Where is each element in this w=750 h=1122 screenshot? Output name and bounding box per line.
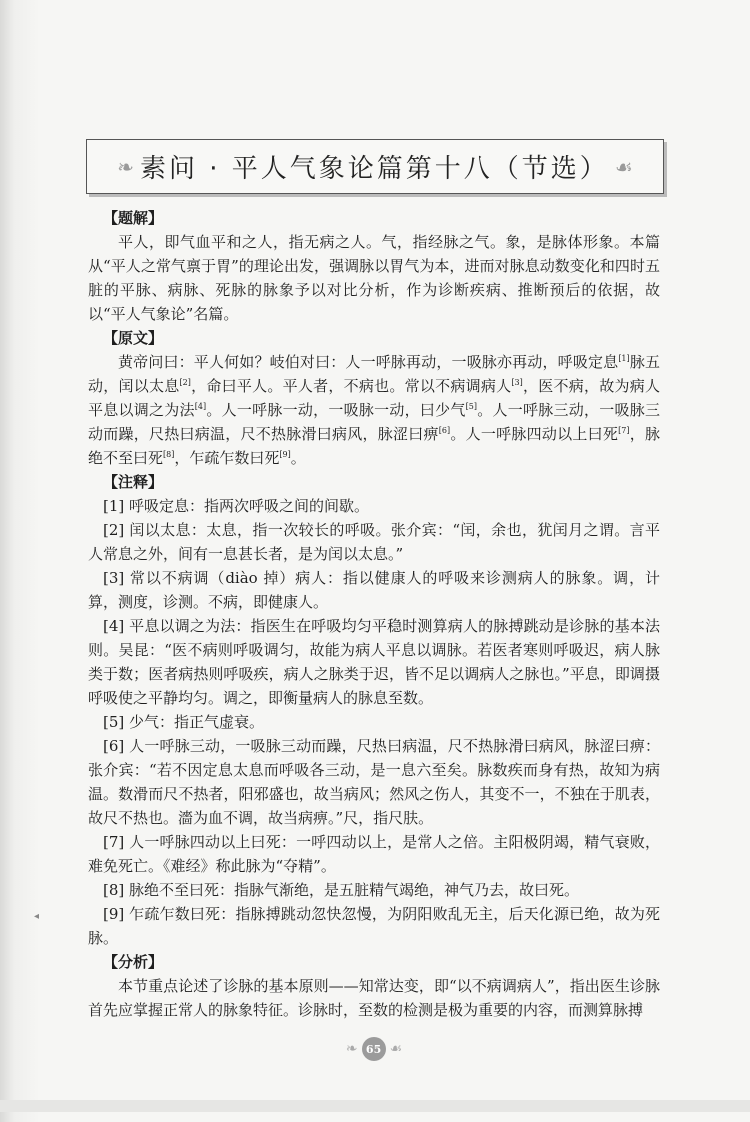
tijie-paragraph: 平人，即气血平和之人，指无病之人。气，指经脉之气。象，是脉体形象。本篇从“平人之常气禀于胃”的理论出发，强调脉以胃气为本，进而对脉息动数变化和四时五脏的平脉、病脉、死脉的脉象予以对比分析，作为诊断疾病、推断预后的依据，故以“平人气象论”名篇。 bbox=[88, 233, 660, 323]
section-heading-fenxi: 【分析】 bbox=[103, 953, 164, 971]
note-item: [9] 乍疏乍数曰死：指脉搏跳动忽快忽慢，为阴阳败乱无主，后天化源已绝，故为死脉。 bbox=[88, 905, 660, 947]
note-item: [1] 呼吸定息：指两次呼吸之间的间歇。 bbox=[103, 497, 370, 515]
yuanwen-segment: ，命曰平人。平人者，不病也。常以不病调病人 bbox=[190, 377, 512, 395]
footnote-marker: [4] bbox=[194, 402, 207, 411]
ornament-left-icon: ❧ bbox=[117, 154, 135, 179]
scan-mark-icon: ◂ bbox=[34, 911, 40, 922]
footnote-marker: [5] bbox=[465, 402, 477, 411]
yuanwen-segment: ，医不病，故为病人平息以调之为法 bbox=[88, 377, 660, 419]
note-item: [3] 常以不病调（diào 掉）病人：指以健康人的呼吸来诊测病人的脉象。调，计算，测度，诊测。不病，即健康人。 bbox=[88, 569, 660, 611]
note-item: [5] 少气：指正气虚衰。 bbox=[103, 713, 265, 731]
note-item: [6] 人一呼脉三动，一吸脉三动而躁，尺热曰病温，尺不热脉滑曰病风，脉涩曰痹：张介宾：“若不因定息太息而呼吸各三动，是一息六至矣。脉数疾而身有热，故知为病温。数滑而尺不热者，阳邪盛也，故当病风；然风之伤人，其变不一，不独在于肌表，故尺不热也。濇为血不调，故当病痹。”尺，指尺肤。 bbox=[88, 737, 660, 827]
page-content bbox=[88, 206, 660, 1022]
page-number: 65 bbox=[362, 1037, 386, 1061]
footnote-marker: [6] bbox=[438, 426, 451, 435]
chapter-title-box bbox=[86, 139, 664, 194]
chapter-title: 素问 · 平人气象论篇第十八（节选） bbox=[140, 154, 609, 184]
footnote-marker: [8] bbox=[163, 450, 175, 459]
section-heading-zhushi: 【注释】 bbox=[103, 473, 164, 491]
footnote-marker: [3] bbox=[511, 378, 523, 387]
yuanwen-segment: ，脉绝不至曰死 bbox=[88, 425, 660, 467]
yuanwen-segment: 。人一呼脉四动以上曰死 bbox=[450, 425, 619, 443]
note-item: [4] 平息以调之为法：指医生在呼吸均匀平稳时测算病人的脉搏跳动是诊脉的基本法则。吴昆：“医不病则呼吸调匀，故能为病人平息以调脉。若医者寒则呼吸迟，病人脉类于数；医者病热则呼吸疾，病人之脉类于迟，皆不足以调病人之脉也。”平息，即调摄呼吸使之平静均匀。调之，即衡量病人的脉息至数。 bbox=[88, 617, 660, 707]
scan-edge bbox=[0, 1100, 750, 1112]
note-item: [2] 闰以太息：太息，指一次较长的呼吸。张介宾：“闰，余也，犹闰月之谓。言平人常息之外，间有一息甚长者，是为闰以太息。” bbox=[88, 521, 660, 563]
page-number-badge bbox=[329, 1036, 419, 1062]
yuanwen-paragraph bbox=[88, 350, 660, 470]
note-item: [7] 人一呼脉四动以上曰死：一呼四动以上，是常人之倍。主阳极阴竭，精气衰败，难免死亡。《难经》称此脉为“夺精”。 bbox=[88, 833, 660, 875]
yuanwen-segment: ，乍疏乍数曰死 bbox=[174, 449, 280, 467]
page-flow bbox=[88, 206, 660, 1062]
ornament-right-icon: ☙ bbox=[614, 154, 633, 179]
yuanwen-segment: 。 bbox=[290, 449, 306, 467]
yuanwen-segment: 脉五动，闰以太息 bbox=[88, 353, 660, 395]
yuanwen-segment: 。人一呼脉三动，一吸脉三动而躁，尺热曰病温，尺不热脉滑曰病风，脉涩曰痹 bbox=[88, 401, 660, 443]
notes-list bbox=[88, 494, 660, 950]
footnote-marker: [1] bbox=[618, 354, 630, 363]
footnote-marker: [9] bbox=[279, 450, 291, 459]
ornament-left-icon: ❧ bbox=[345, 1041, 358, 1057]
fenxi-paragraph: 本节重点论述了诊脉的基本原则——知常达变，即“以不病调病人”，指出医生诊脉首先应掌握正常人的脉象特征。诊脉时，至数的检测是极为重要的内容，而测算脉搏 bbox=[88, 977, 660, 1019]
note-item: [8] 脉绝不至曰死：指脉气渐绝，是五脏精气竭绝，神气乃去，故曰死。 bbox=[103, 881, 580, 899]
yuanwen-segment: 。人一呼脉一动，一吸脉一动，曰少气 bbox=[206, 401, 466, 419]
ornament-right-icon: ☙ bbox=[389, 1041, 403, 1057]
yuanwen-segment: 黄帝问曰：平人何如？岐伯对曰：人一呼脉再动，一吸脉亦再动，呼吸定息 bbox=[118, 353, 619, 371]
footnote-marker: [2] bbox=[179, 378, 191, 387]
footnote-marker: [7] bbox=[618, 426, 630, 435]
section-heading-tijie: 【题解】 bbox=[103, 209, 164, 227]
section-heading-yuanwen: 【原文】 bbox=[103, 329, 164, 347]
